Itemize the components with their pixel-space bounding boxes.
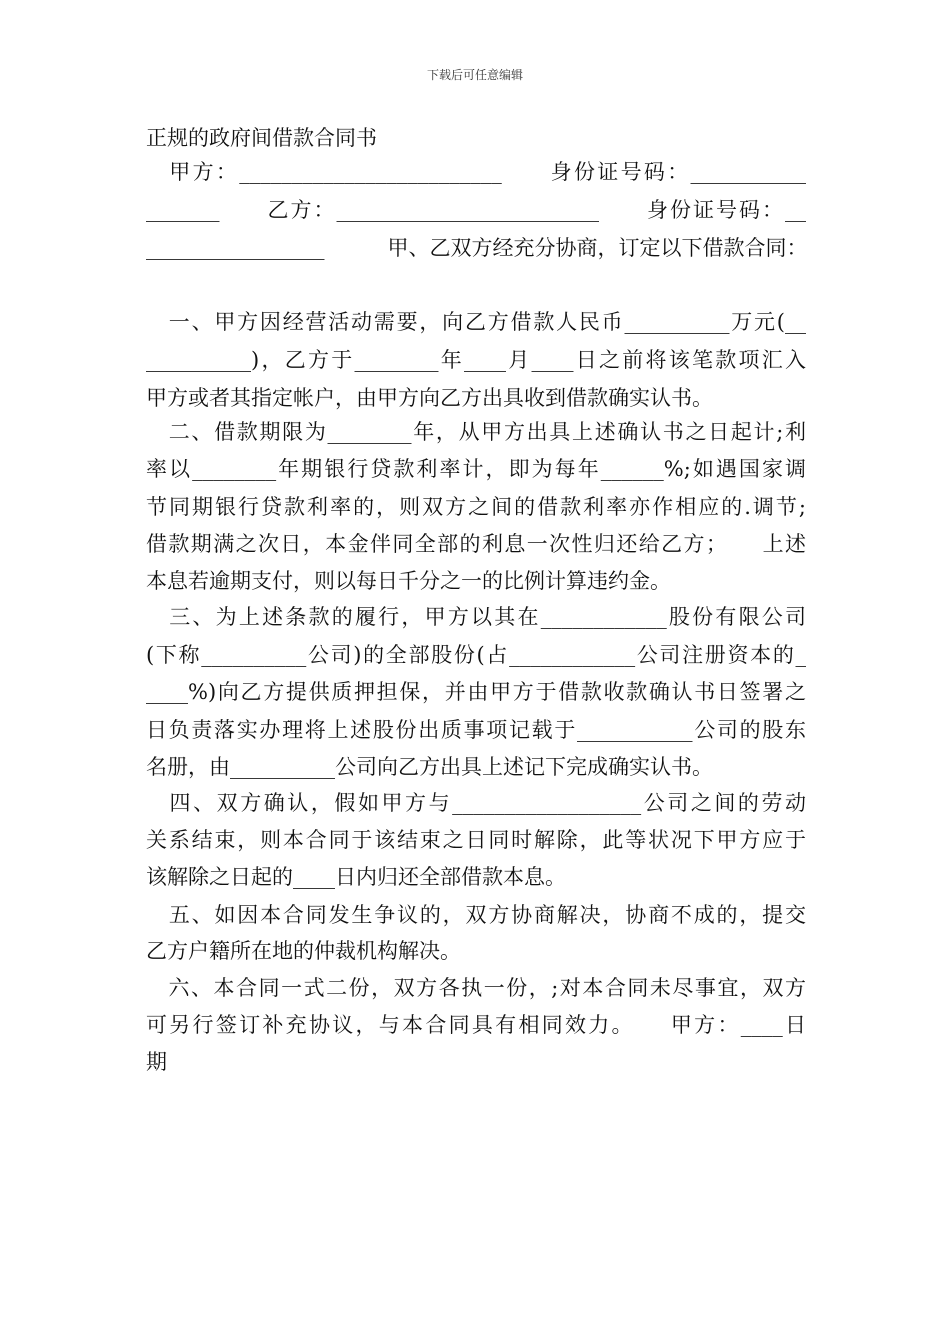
body-line: 本息若逾期支付，则以每日千分之一的比例计算违约金。 [146,569,671,593]
page-header-note: 下载后可任意编辑 [426,68,523,82]
body-line: 关系结束，则本合同于该结束之日同时解除，此等状况下甲方应于 [146,828,806,852]
body-line: 可另行签订补充协议，与本合同具有相同效力。 甲方：____日 [146,1013,806,1037]
body-line: 日负责落实办理将上述股份出质事项记载于___________公司的股东 [146,718,806,742]
body-line: 甲方或者其指定帐户，由甲方向乙方出具收到借款确实认书。 [146,386,713,410]
body-line: 甲方：_________________________ 身份证号码：___________ [146,160,806,184]
body-line: 期 [146,1050,167,1074]
body-line: 四、双方确认，假如甲方与__________________公司之间的劳动 [146,791,806,815]
body-line: 一、甲方因经营活动需要，向乙方借款人民币__________万元(__ [146,310,806,334]
body-line: 名册，由__________公司向乙方出具上述记下完成确实认书。 [146,755,713,779]
body-line: _________________ 甲、乙双方经充分协商，订定以下借款合同： [146,236,808,260]
body-line: 率以________年期银行贷款利率计，即为每年______%;如遇国家调 [146,457,806,481]
body-line: 节同期银行贷款利率的，则双方之间的借款利率亦作相应的.调节; [146,495,806,519]
body-line: 六、本合同一式二份，双方各执一份，;对本合同未尽事宜，双方 [146,976,806,1000]
body-line: _______ 乙方：_________________________ 身份证号码：__ [146,198,806,222]
body-line: 该解除之日起的____日内归还全部借款本息。 [146,865,566,889]
body-line: 借款期满之次日，本金伴同全部的利息一次性归还给乙方； 上述 [146,532,806,556]
body-line: __________)，乙方于________年____月____日之前将该笔款项汇入 [146,348,806,372]
body-line: (下称__________公司)的全部股份(占____________公司注册资本的_ [146,643,806,667]
body-line: 二、借款期限为________年，从甲方出具上述确认书之日起计;利 [146,420,806,444]
body-line: 乙方户籍所在地的仲裁机构解决。 [146,939,461,963]
body-line: 五、如因本合同发生争议的，双方协商解决，协商不成的，提交 [146,903,806,927]
document-title: 正规的政府间借款合同书 [146,126,377,150]
body-line: ____%)向乙方提供质押担保，并由甲方于借款收款确认书日签署之 [146,680,806,704]
body-line: 三、为上述条款的履行，甲方以其在____________股份有限公司 [146,605,806,629]
